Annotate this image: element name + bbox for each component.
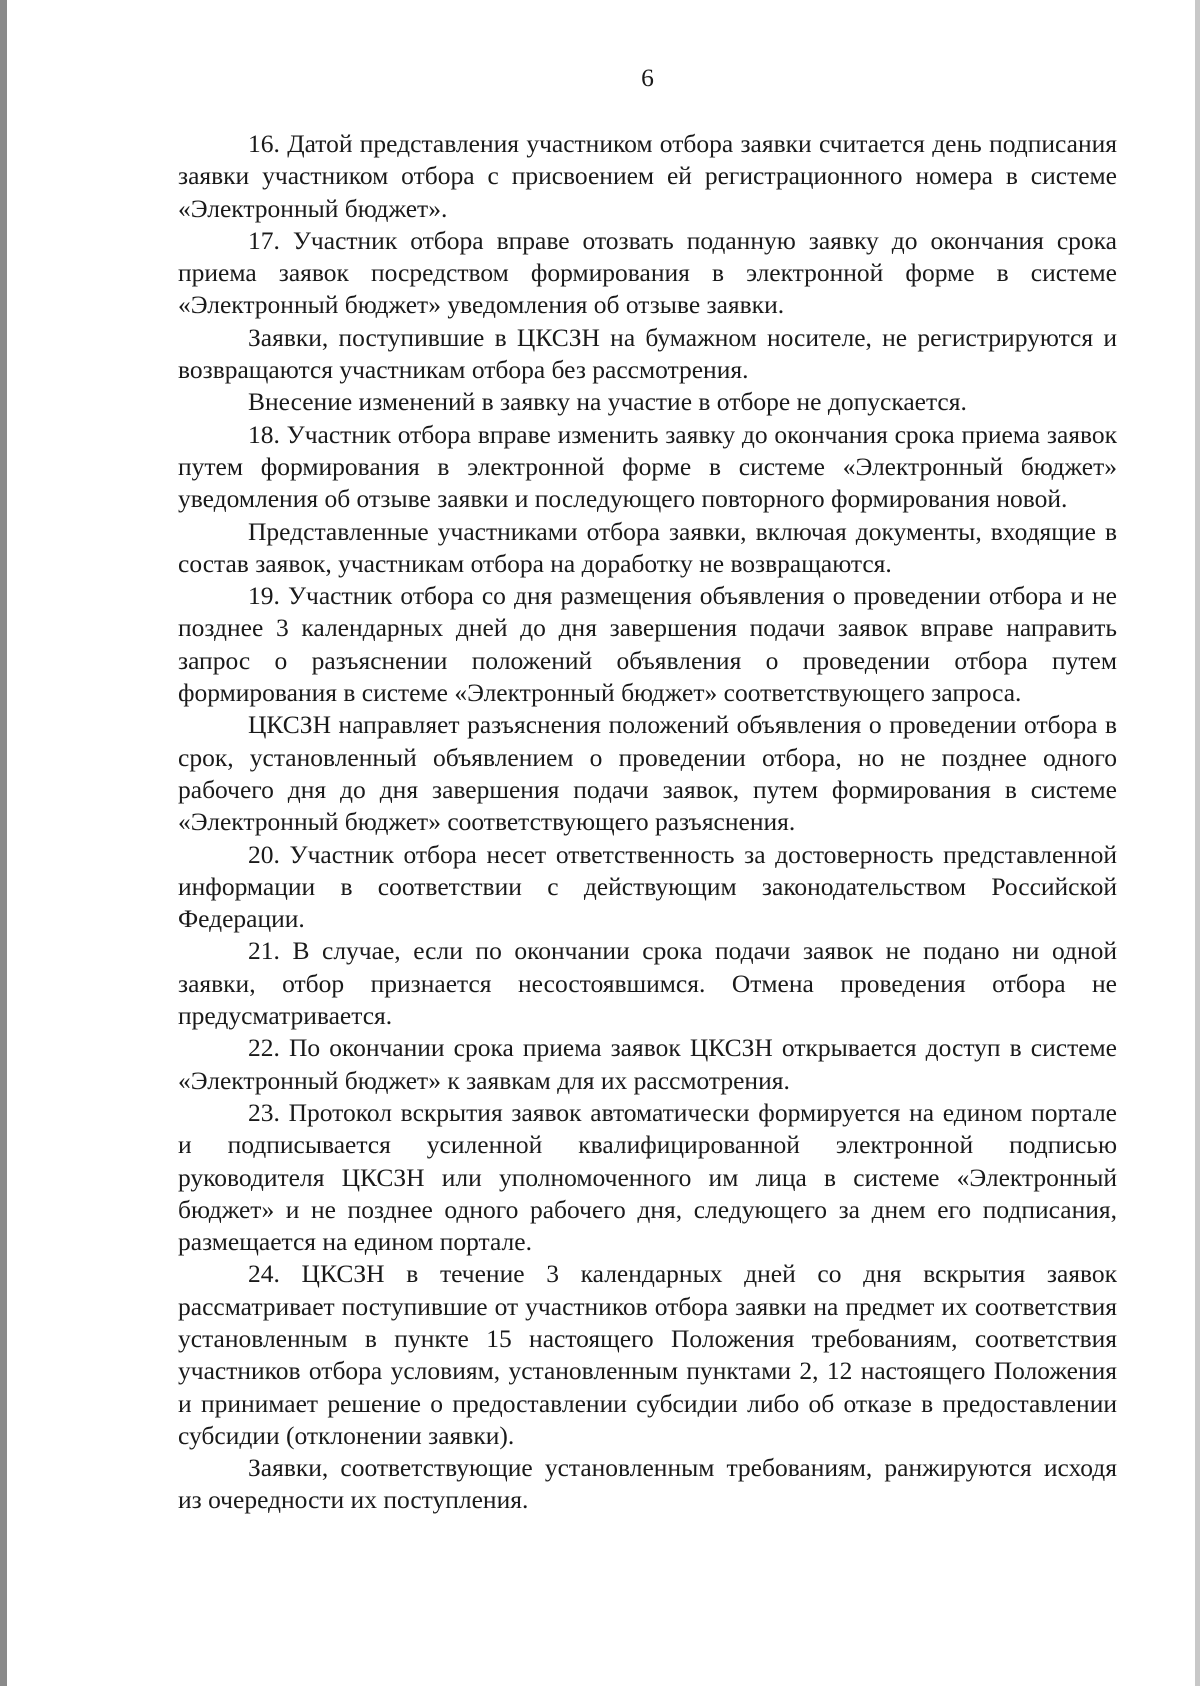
paragraph-17-no-changes: Внесение изменений в заявку на участие в отборе не допускается. [248, 387, 967, 417]
paragraph-18-no-return: Представленные участниками отбора заявки, включая документы, входящие в состав заявок, участникам отбора на доработку не возвращаются. [178, 516, 1117, 578]
document-page [178, 62, 1117, 1517]
paragraph-24-ranking: Заявки, соответствующие установленным требованиям, ранжируются исходя из очередности их поступления. [178, 1453, 1117, 1515]
paragraph-18: 18. Участник отбора вправе изменить заявку до окончания срока приема заявок путем формирования в электронной форме в системе «Электронный бюджет» уведомления об отзыве заявки и последующего повторного формирования новой. [178, 419, 1117, 514]
page-number: 6 [641, 63, 654, 92]
paragraph-19-clarifications: ЦКСЗН направляет разъяснения положений объявления о проведении отбора в срок, установленный объявлением о проведении отбора, но не позднее одного рабочего дня до дня завершения подачи заявок, путем формирования в системе «Электронный бюджет» соответствующего разъяснения. [178, 710, 1117, 837]
scan-edge-left [0, 0, 7, 1686]
scan-edge-right [1195, 0, 1200, 1686]
paragraph-16: 16. Датой представления участником отбора заявки считается день подписания заявки участником отбора с присвоением ей регистрационного номера в системе «Электронный бюджет». [178, 129, 1117, 223]
paragraph-21: 21. В случае, если по окончании срока подачи заявок не подано ни одной заявки, отбор признается несостоявшимся. Отмена проведения отбора не предусматривается. [178, 936, 1117, 1031]
paragraph-24: 24. ЦКСЗН в течение 3 календарных дней со дня вскрытия заявок рассматривает поступившие от участников отбора заявки на предмет их соответствия установленным в пункте 15 настоящего Положения требованиям, соответствия участников отбора условиям, установленным пунктами 2, 12 настоящего Положения и принимает решение о предоставлении субсидии либо об отказе в предоставлении субсидии (отклонении заявки). [178, 1259, 1117, 1450]
paragraph-17-paper-applications: Заявки, поступившие в ЦКСЗН на бумажном носителе, не регистрируются и возвращаются участникам отбора без рассмотрения. [178, 322, 1117, 385]
paragraph-17: 17. Участник отбора вправе отозвать поданную заявку до окончания срока приема заявок посредством формирования в электронной форме в системе «Электронный бюджет» уведомления об отзыве заявки. [178, 225, 1117, 320]
paragraph-23: 23. Протокол вскрытия заявок автоматически формируется на едином портале и подписывается усиленной квалифицированной электронной подписью руководителя ЦКСЗН или уполномоченного им лица в системе «Электронный бюджет» и не позднее одного рабочего дня, следующего за днем его подписания, размещается на едином портале. [178, 1097, 1117, 1257]
paragraph-20: 20. Участник отбора несет ответственность за достоверность представленной информации в соответствии с действующим законодательством Российской Федерации. [178, 839, 1117, 934]
paragraph-22: 22. По окончании срока приема заявок ЦКСЗН открывается доступ в системе «Электронный бюджет» к заявкам для их рассмотрения. [178, 1033, 1117, 1095]
paragraph-19: 19. Участник отбора со дня размещения объявления о проведении отбора и не позднее 3 календарных дней до дня завершения подачи заявок вправе направить запрос о разъяснении положений объявления о проведении отбора путем формирования в системе «Электронный бюджет» соответствующего запроса. [178, 581, 1117, 708]
